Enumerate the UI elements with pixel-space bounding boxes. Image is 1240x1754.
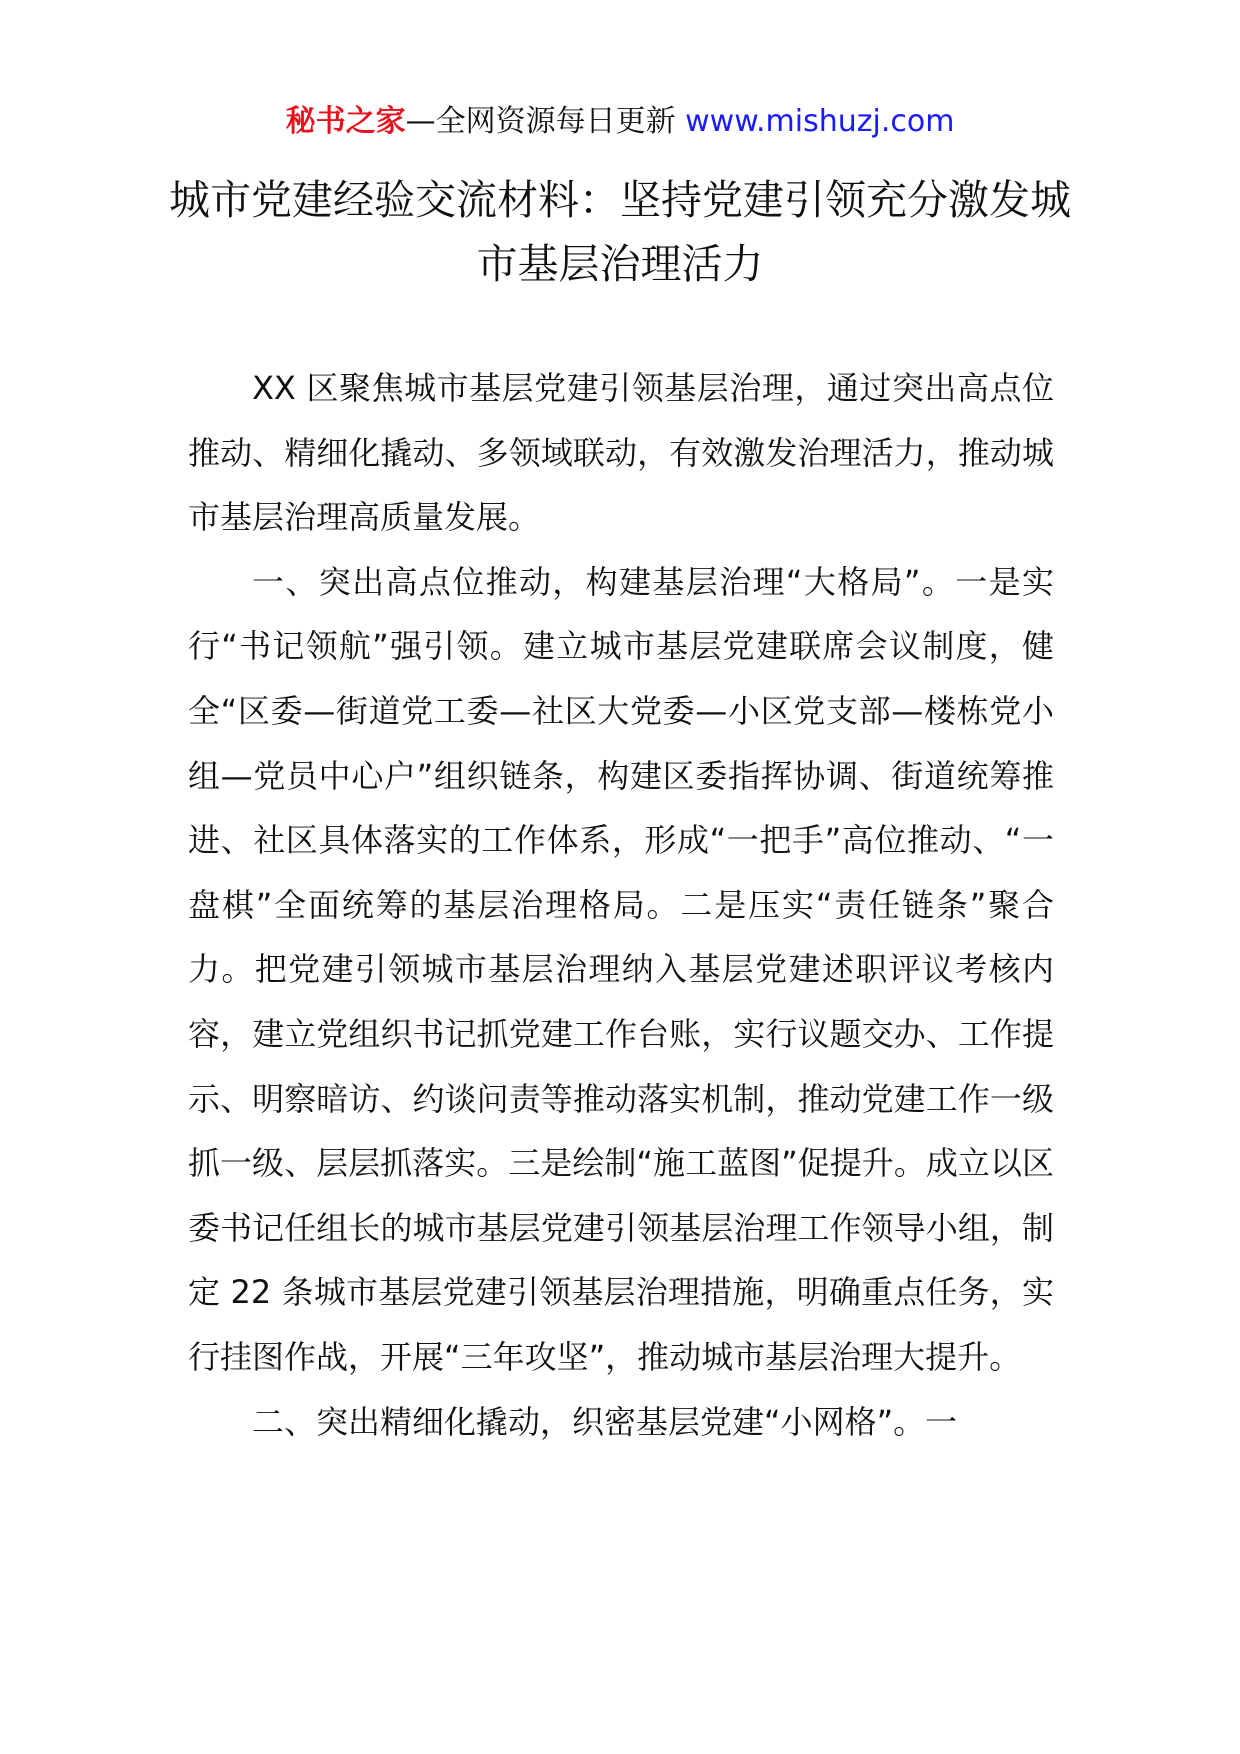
document-body [188,356,1054,1454]
section-one-paragraph: 一、突出高点位推动，构建基层治理“大格局”。一是实行“书记领航”强引领。建立城市基层党建联席会议制度，健全“区委—街道党工委—社区大党委—小区党支部—楼栋党小组—党员中心户”组织链条，构建区委指挥协调、街道统筹推进、社区具体落实的工作体系，形成“一把手”高位推动、“一盘棋”全面统筹的基层治理格局。二是压实“责任链条”聚合力。把党建引领城市基层治理纳入基层党建述职评议考核内容，建立党组织书记抓党建工作台账，实行议题交办、工作提示、明察暗访、约谈问责等推动落实机制，推动党建工作一级抓一级、层层抓落实。三是绘制“施工蓝图”促提升。成立以区委书记任组长的城市基层党建引领基层治理工作领导小组，制定 22 条城市基层党建引领基层治理措施，明确重点任务，实行挂图作战，开展“三年攻坚”，推动城市基层治理大提升。 [188,562,1054,1376]
site-url-link[interactable]: www.mishuzj.com [685,104,955,139]
brand-name: 秘书之家 [285,104,406,139]
document-title: 城市党建经验交流材料：坚持党建引领充分激发城市基层治理活力 [169,176,1071,288]
site-header [0,100,1240,144]
section-two-paragraph: 二、突出精细化撬动，织密基层党建“小网格”。一 [252,1402,958,1441]
intro-paragraph: XX 区聚焦城市基层党建引领基层治理，通过突出高点位推动、精细化撬动、多领域联动，有效激发治理活力，推动城市基层治理高质量发展。 [188,369,1054,537]
header-tagline: —全网资源每日更新 [405,104,686,139]
